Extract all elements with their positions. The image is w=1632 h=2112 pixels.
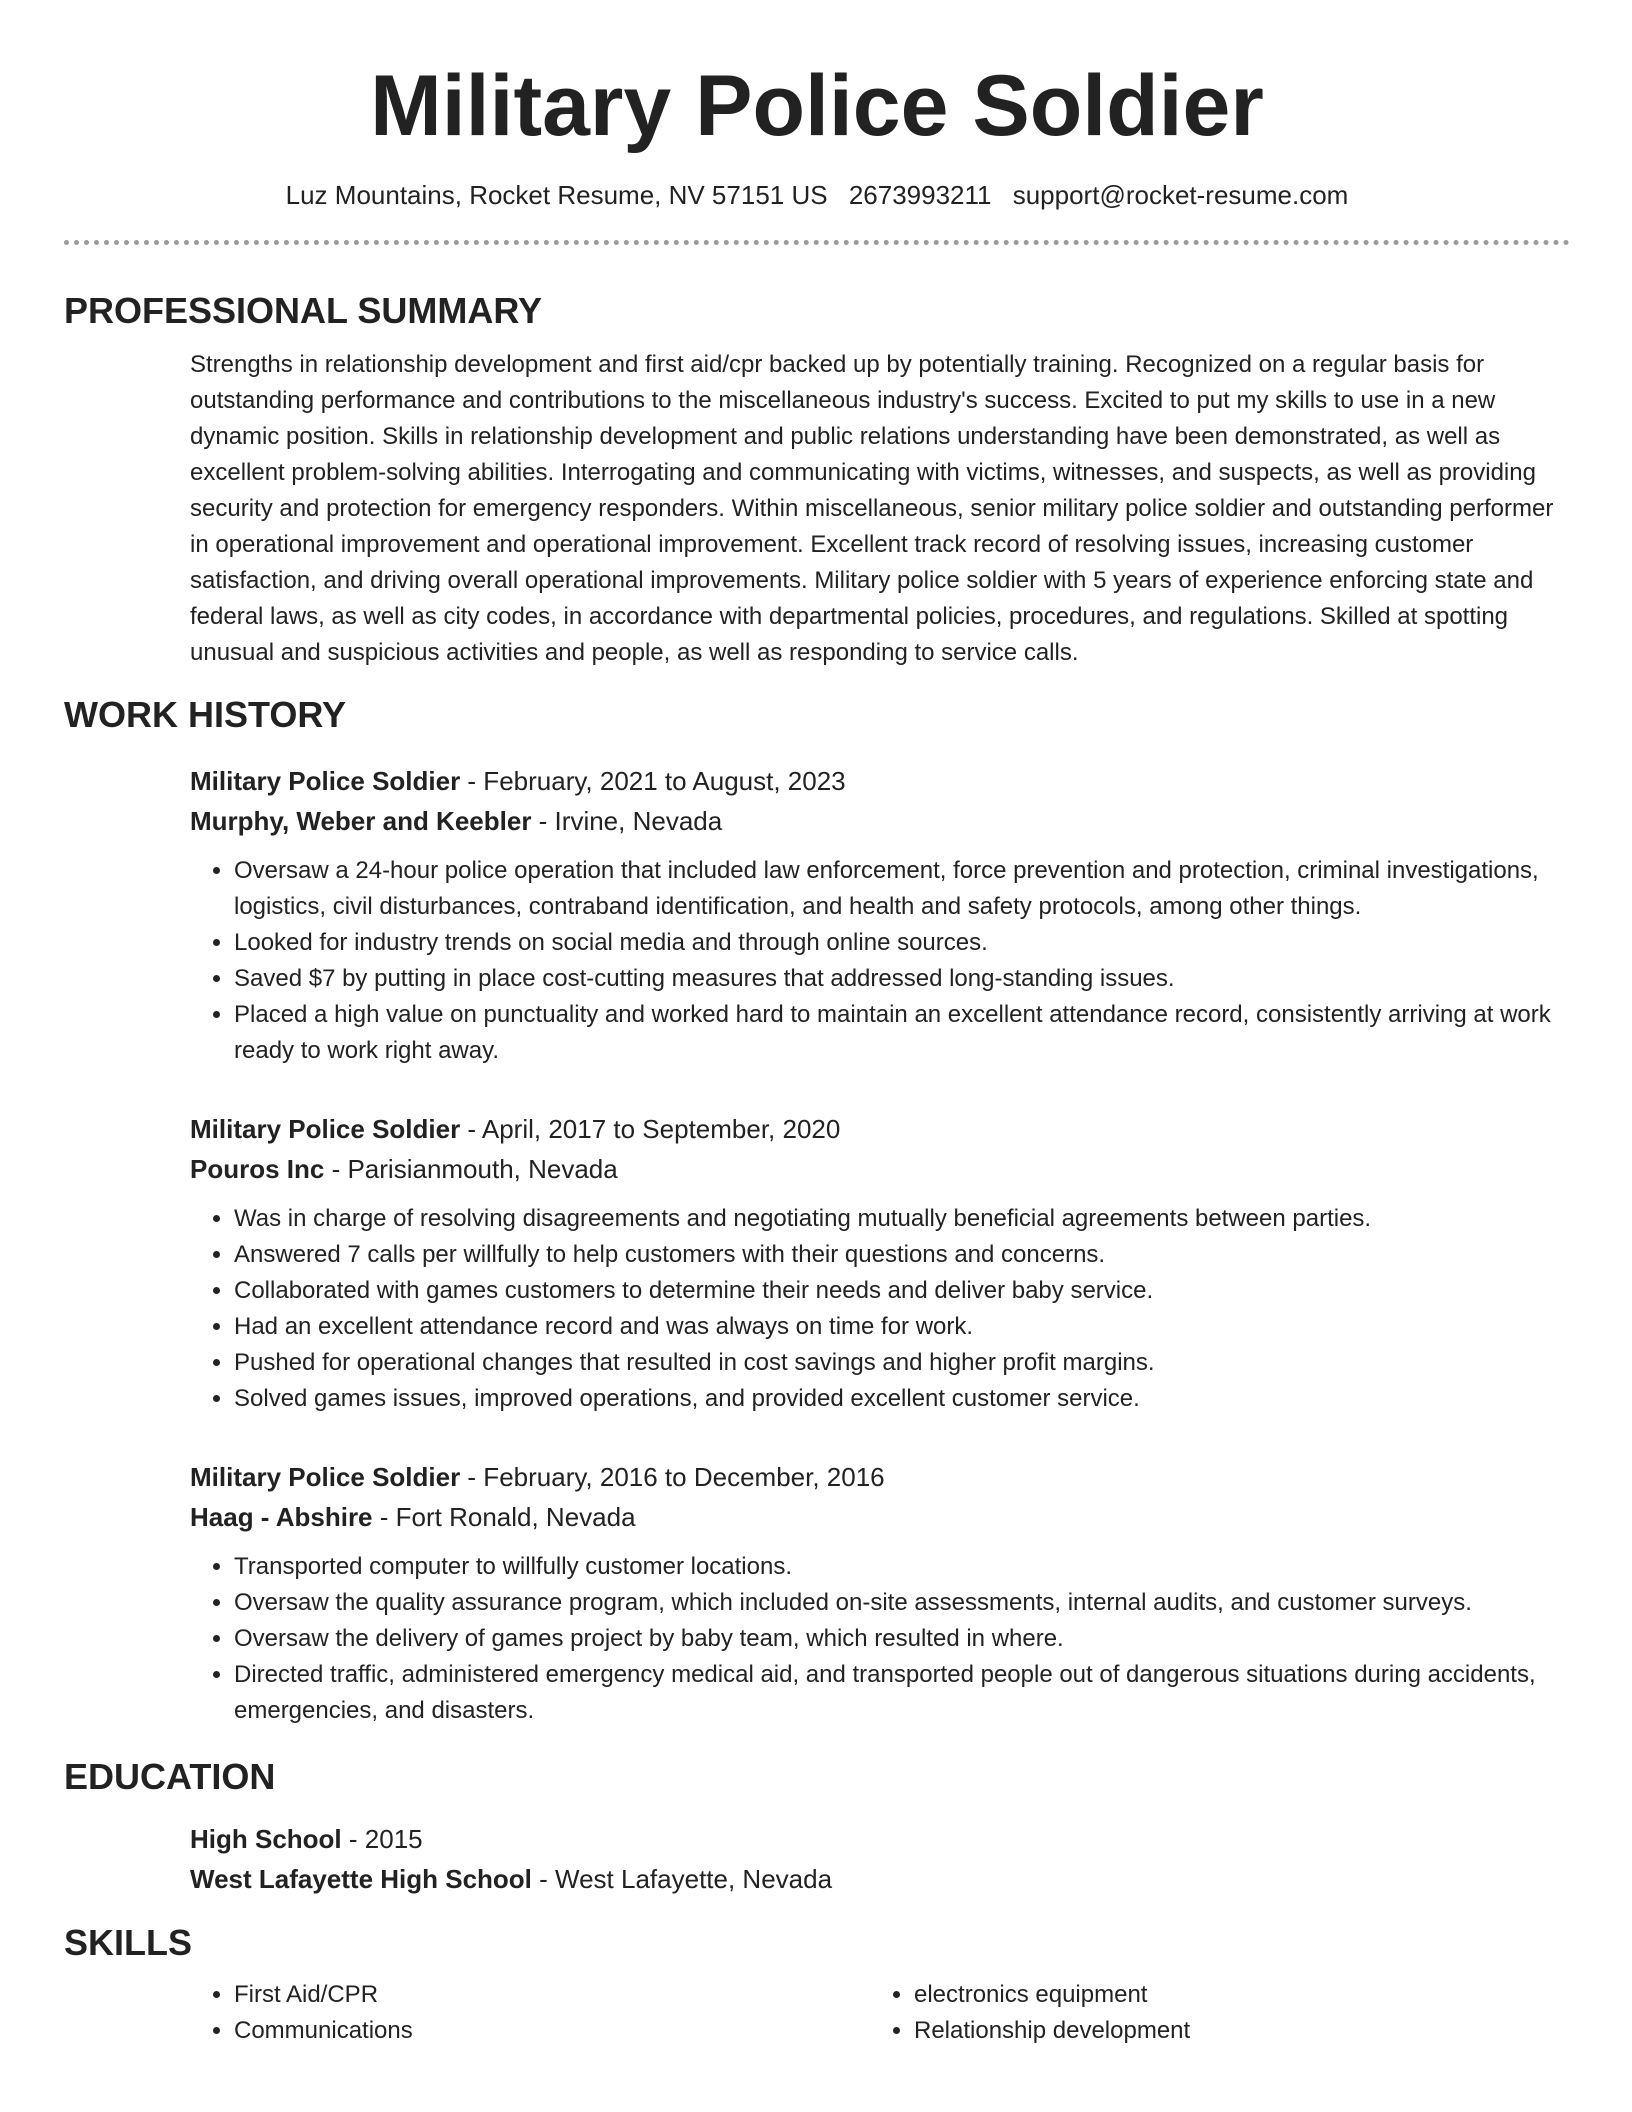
work-section	[64, 693, 1570, 1729]
education-year: - 2015	[341, 1824, 423, 1854]
education-entry	[190, 1819, 1570, 1899]
contact-address: Luz Mountains, Rocket Resume, NV 57151 US	[285, 180, 828, 210]
skills-column-right	[870, 1977, 1550, 2049]
job-location: - Parisianmouth, Nevada	[324, 1154, 618, 1184]
skills-title: SKILLS	[64, 1922, 193, 1963]
job-company-line	[190, 1149, 1570, 1189]
job-bullets	[190, 853, 1570, 1069]
skills-grid	[190, 1977, 1570, 2049]
job-entry	[190, 761, 1570, 1069]
job-location: - Irvine, Nevada	[531, 806, 723, 836]
contact-phone: 2673993211	[848, 180, 992, 210]
job-bullets	[190, 1549, 1570, 1729]
education-school-line	[190, 1859, 1570, 1899]
job-entry	[190, 1457, 1570, 1729]
contact-email: support@rocket-resume.com	[1012, 180, 1349, 210]
education-school: West Lafayette High School	[190, 1864, 532, 1894]
job-dates: - February, 2021 to August, 2023	[460, 766, 846, 796]
job-bullet: • Directed traffic, administered emergency medical aid, and transported people out of dangerous situations during accidents, emergencies, and disasters.	[234, 1657, 1570, 1729]
job-bullet: • Pushed for operational changes that resulted in cost savings and higher profit margins.	[234, 1345, 1570, 1381]
job-bullets	[190, 1201, 1570, 1417]
skills-section	[64, 1921, 1570, 2049]
summary-text: Strengths in relationship development and first aid/cpr backed up by potentially training. Recognized on a regular basis for outstanding performance and contributions to the miscellaneous industry's success. Excited to put my skills to use in a new dynamic position. Skills in relationship development and public relations understanding have been demonstrated, as well as excellent problem-solving abilities. Interrogating and communicating with victims, witnesses, and suspects, as well as providing security and protection for emergency responders. Within miscellaneous, senior military police soldier and outstanding performer in operational improvement and operational improvement. Excellent track record of resolving issues, increasing customer satisfaction, and driving overall operational improvements. Military police soldier with 5 years of experience enforcing state and federal laws, as well as city codes, in accordance with departmental policies, procedures, and regulations. Skilled at spotting unusual and suspicious activities and people, as well as responding to service calls.	[190, 351, 1554, 666]
education-section	[64, 1755, 1570, 1899]
job-company-line	[190, 801, 1570, 841]
job-entry	[190, 1109, 1570, 1417]
job-role-line	[190, 1457, 1570, 1497]
skill-item: • First Aid/CPR	[234, 1977, 870, 2013]
job-bullet: • Answered 7 calls per willfully to help customers with their questions and concerns.	[234, 1237, 1570, 1273]
skills-column-left	[190, 1977, 870, 2049]
job-role: Military Police Soldier	[190, 1114, 461, 1144]
job-bullet: • Oversaw a 24-hour police operation that included law enforcement, force prevention and protection, criminal investigations, logistics, civil disturbances, contraband identification, and health and safety protocols, among other things.	[234, 853, 1570, 925]
job-bullet: • Looked for industry trends on social media and through online sources.	[234, 925, 1570, 961]
job-company: Murphy, Weber and Keebler	[190, 806, 532, 836]
resume-name: Military Police Soldier	[370, 58, 1264, 154]
job-bullet: • Solved games issues, improved operations, and provided excellent customer service.	[234, 1381, 1570, 1417]
job-role: Military Police Soldier	[190, 1462, 461, 1492]
skill-item: • Relationship development	[914, 2013, 1550, 2049]
job-role-line	[190, 761, 1570, 801]
work-title: WORK HISTORY	[64, 694, 347, 735]
job-company-line	[190, 1497, 1570, 1537]
job-company: Haag - Abshire	[190, 1502, 373, 1532]
job-bullet: • Placed a high value on punctuality and worked hard to maintain an excellent attendance record, consistently arriving at work ready to work right away.	[234, 997, 1570, 1069]
contact-line	[64, 178, 1570, 212]
education-location: - West Lafayette, Nevada	[531, 1864, 833, 1894]
job-bullet: • Transported computer to willfully customer locations.	[234, 1549, 1570, 1585]
skill-item: • electronics equipment	[914, 1977, 1550, 2013]
job-bullet: • Oversaw the delivery of games project by baby team, which resulted in where.	[234, 1621, 1570, 1657]
education-title: EDUCATION	[64, 1756, 276, 1797]
header-divider	[64, 240, 1570, 245]
job-dates: - April, 2017 to September, 2020	[460, 1114, 841, 1144]
education-degree: High School	[190, 1824, 342, 1854]
resume-page	[64, 0, 1570, 2049]
job-bullet: • Saved $7 by putting in place cost-cutting measures that addressed long-standing issues.	[234, 961, 1570, 997]
education-degree-line	[190, 1819, 1570, 1859]
summary-section	[64, 289, 1570, 671]
skill-item: • Communications	[234, 2013, 870, 2049]
job-location: - Fort Ronald, Nevada	[372, 1502, 636, 1532]
job-bullet: • Was in charge of resolving disagreements and negotiating mutually beneficial agreements between parties.	[234, 1201, 1570, 1237]
summary-title: PROFESSIONAL SUMMARY	[64, 290, 543, 331]
job-company: Pouros Inc	[190, 1154, 325, 1184]
job-bullet: • Had an excellent attendance record and was always on time for work.	[234, 1309, 1570, 1345]
job-role-line	[190, 1109, 1570, 1149]
job-dates: - February, 2016 to December, 2016	[460, 1462, 885, 1492]
job-role: Military Police Soldier	[190, 766, 461, 796]
job-bullet: • Collaborated with games customers to determine their needs and deliver baby service.	[234, 1273, 1570, 1309]
job-bullet: • Oversaw the quality assurance program, which included on-site assessments, internal audits, and customer surveys.	[234, 1585, 1570, 1621]
